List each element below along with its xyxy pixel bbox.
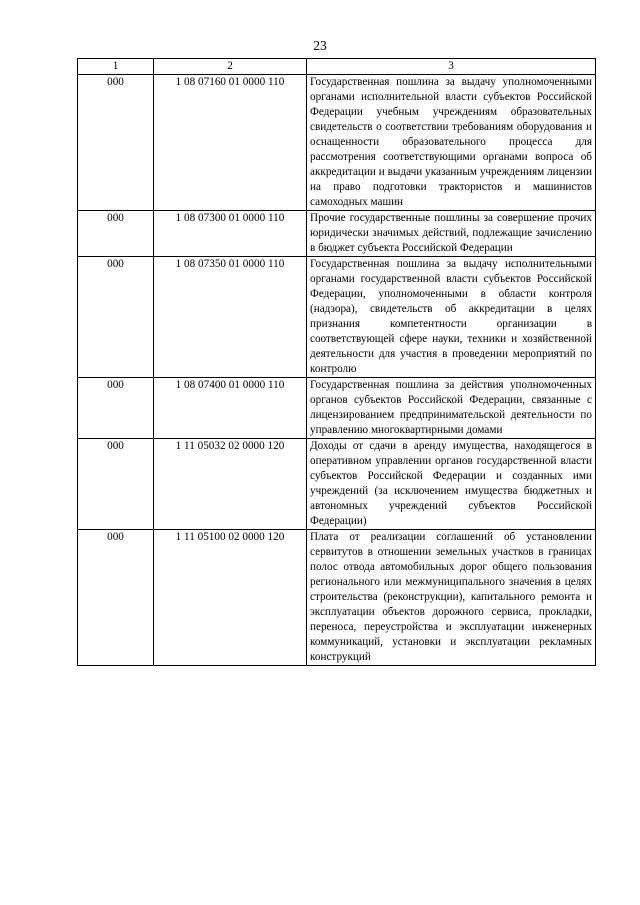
- table-row: [78, 530, 596, 666]
- revenue-name: Государственная пошлина за выдачу уполномоченными органами исполнительной власти субъектов Российской Федерации учебным учреждениям образовательных свидетельств о соответствии требованиям оборудования и оснащенности образовательного процесса для рассмотрения соответствующими органами вопроса об аккредитации и выдачи указанным учреждениям лицензии на право подготовки трактористов и машинистов самоходных машин: [307, 75, 596, 211]
- page-number: 23: [313, 38, 327, 53]
- table-row: [78, 75, 596, 211]
- administrator-code: 000: [78, 439, 154, 530]
- table-header-row: [78, 59, 596, 75]
- budget-classification-code: 1 08 07350 01 0000 110: [154, 257, 307, 378]
- revenue-classification-table: [77, 58, 596, 666]
- budget-classification-code: 1 11 05100 02 0000 120: [154, 530, 307, 666]
- administrator-code: 000: [78, 211, 154, 257]
- revenue-name: Плата от реализации соглашений об установлении сервитутов в отношении земельных участков в границах полос отвода автомобильных дорог общего пользования регионального или межмуниципального значения в целях строительства (реконструкции), капитального ремонта и эксплуатации объектов дорожного сервиса, прокладки, переноса, переустройства и эксплуатации инженерных коммуникаций, установки и эксплуатации рекламных конструкций: [307, 530, 596, 666]
- column-header-2: 2: [154, 59, 307, 75]
- budget-classification-code: 1 08 07400 01 0000 110: [154, 378, 307, 439]
- budget-classification-code: 1 08 07300 01 0000 110: [154, 211, 307, 257]
- revenue-name: Государственная пошлина за выдачу исполнительными органами государственной власти субъектов Российской Федерации, уполномоченными в области контроля (надзора), свидетельств об аккредитации в целях признания компетентности организации в соответствующей сфере науки, техники и хозяйственной деятельности для участия в проведении мероприятий по контролю: [307, 257, 596, 378]
- budget-classification-code: 1 08 07160 01 0000 110: [154, 75, 307, 211]
- column-header-1: 1: [78, 59, 154, 75]
- table-row: [78, 257, 596, 378]
- column-header-3: 3: [307, 59, 596, 75]
- administrator-code: 000: [78, 257, 154, 378]
- table-row: [78, 378, 596, 439]
- administrator-code: 000: [78, 75, 154, 211]
- table-row: [78, 211, 596, 257]
- revenue-name: Прочие государственные пошлины за совершение прочих юридически значимых действий, подлежащие зачислению в бюджет субъекта Российской Федерации: [307, 211, 596, 257]
- administrator-code: 000: [78, 378, 154, 439]
- table-row: [78, 439, 596, 530]
- revenue-name: Доходы от сдачи в аренду имущества, находящегося в оперативном управлении органов государственной власти субъектов Российской Федерации и созданных ими учреждений (за исключением имущества бюджетных и автономных учреждений субъектов Российской Федерации): [307, 439, 596, 530]
- revenue-name: Государственная пошлина за действия уполномоченных органов субъектов Российской Федерации, связанные с лицензированием предпринимательской деятельности по управлению многоквартирными домами: [307, 378, 596, 439]
- administrator-code: 000: [78, 530, 154, 666]
- budget-classification-code: 1 11 05032 02 0000 120: [154, 439, 307, 530]
